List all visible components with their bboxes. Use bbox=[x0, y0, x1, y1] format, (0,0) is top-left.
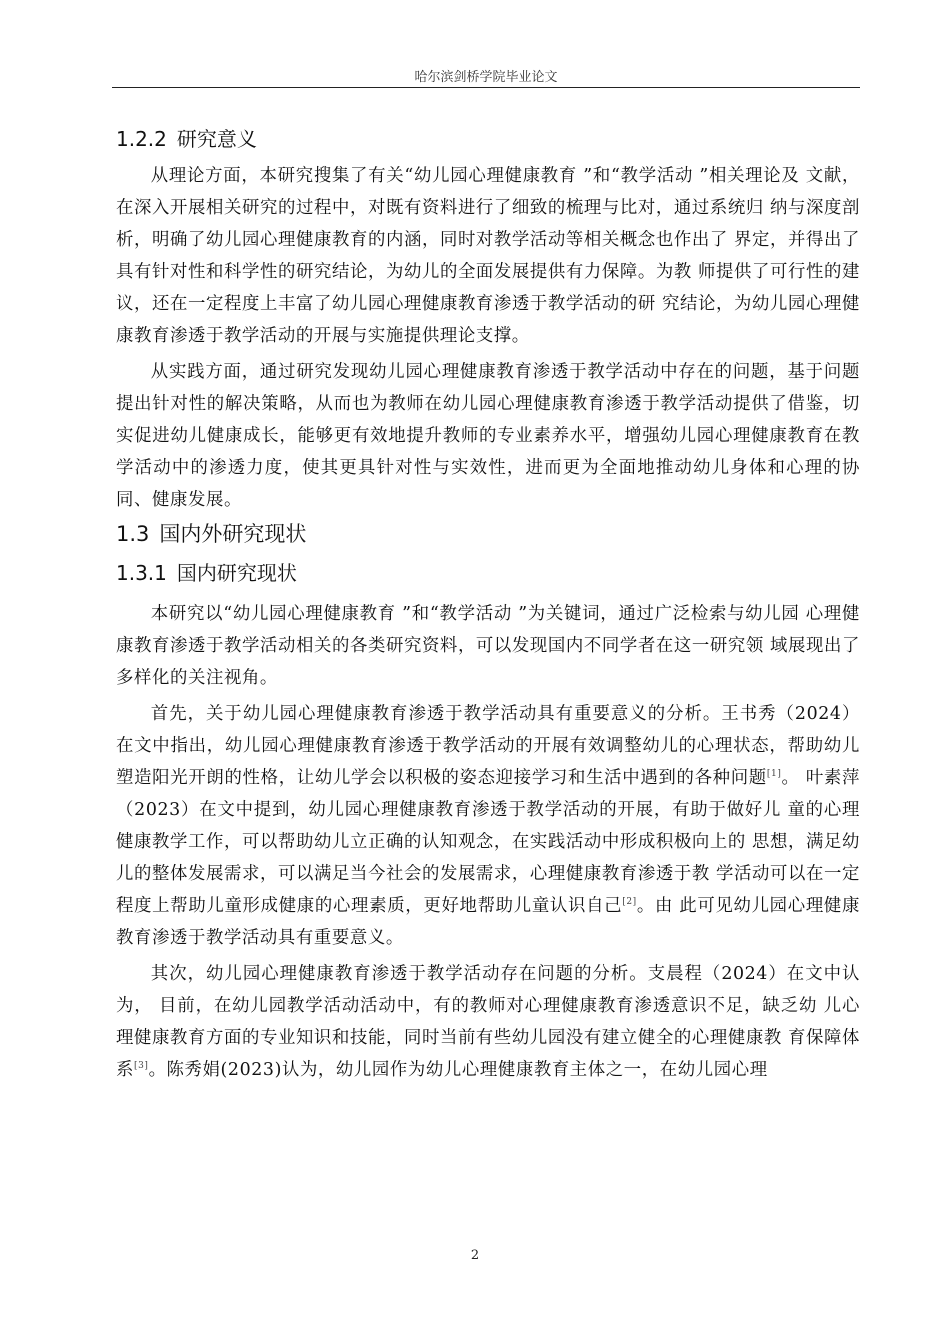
section-title: 国内外研究现状 bbox=[159, 522, 307, 546]
paragraph-keywords: 本研究以“幼儿园心理健康教育 ”和“教学活动 ”为关键词，通过广泛检索与幼儿园 心理健康教育渗透于教学活动相关的各类研究资料，可以发现国内不同学者在这一研究领 域展现出了多样化的关注视角。 bbox=[116, 604, 860, 688]
section-heading-1-2-2 bbox=[116, 122, 860, 156]
paragraph-practice: 从实践方面，通过研究发现幼儿园心理健康教育渗透于教学活动中存在的问题，基于问题提出针对性的解决策略，从而也为教师在幼儿园心理健康教育渗透于教学活动提供了借鉴，切实促进幼儿健康成长，能够更有效地提升教师的专业素养水平，增强幼儿园心理健康教育在教学活动中的渗透力度，使其更具针对性与实效性，进而更为全面地推动幼儿身体和心理的协同、健康发展。 bbox=[116, 362, 860, 510]
section-number: 1.3.1 bbox=[116, 561, 167, 585]
section-number: 1.3 bbox=[116, 522, 150, 546]
body-content bbox=[116, 122, 860, 1086]
section-title: 研究意义 bbox=[176, 127, 257, 151]
paragraph-text: 。 叶素萍（2023）在文中提到，幼儿园心理健康教育渗透于教学活动的开展，有助于做好儿 童的心理健康教学工作，可以帮助幼儿立正确的认知观念，在实践活动中形成积极向上的 思想，满足幼儿的整体发展需求，可以满足当今社会的发展需求，心理健康教育渗透于教 学活动可以在一定程度上帮助儿童形成健康的心理素质，更好地帮助儿童认识自己 bbox=[116, 768, 860, 916]
section-title: 国内研究现状 bbox=[176, 561, 297, 585]
running-header: 哈尔滨剑桥学院毕业论文 bbox=[414, 70, 558, 85]
citation-ref: [3] bbox=[134, 1061, 149, 1072]
paragraph-theory: 从理论方面，本研究搜集了有关“幼儿园心理健康教育 ”和“教学活动 ”相关理论及 文献，在深入开展相关研究的过程中，对既有资料进行了细致的梳理与比对，通过系统归 纳与深度剖析，明确了幼儿园心理健康教育的内涵，同时对教学活动等相关概念也作出了 界定，并得出了具有针对性和科学性的研究结论，为幼儿的全面发展提供有力保障。为教 师提供了可行性的建议，还在一定程度上丰富了幼儿园心理健康教育渗透于教学活动的研 究结论，为幼儿园心理健康教育渗透于教学活动的开展与实施提供理论支撑。 bbox=[116, 166, 860, 346]
paragraph-text: 其次，幼儿园心理健康教育渗透于教学活动存在问题的分析。支晨程（2024）在文中认为， 目前，在幼儿园教学活动活动中，有的教师对心理健康教育渗透意识不足，缺乏幼 儿心理健康教育方面的专业知识和技能，同时当前有些幼儿园没有建立健全的心理健康教 育保障体系 bbox=[116, 964, 860, 1080]
page-number: 2 bbox=[470, 1248, 480, 1263]
paragraph-text: 。陈秀娟(2023)认为，幼儿园作为幼儿心理健康教育主体之一，在幼儿园心理 bbox=[148, 1060, 768, 1080]
paragraph-text: 。由 此可见幼儿园心理健康教育渗透于教学活动具有重要意义。 bbox=[116, 896, 860, 948]
paragraph-significance bbox=[116, 698, 860, 954]
paragraph-problems bbox=[116, 958, 860, 1086]
paragraph-text: 首先，关于幼儿园心理健康教育渗透于教学活动具有重要意义的分析。王书秀（2024）在文中指出，幼儿园心理健康教育渗透于教学活动的开展有效调整幼儿的心理状态，帮助幼儿塑造阳光开朗的性格，让幼儿学会以积极的姿态迎接学习和生活中遇到的各种问题 bbox=[116, 704, 860, 788]
section-heading-1-3-1 bbox=[116, 556, 860, 590]
citation-ref: [1] bbox=[766, 769, 782, 780]
section-heading-1-3 bbox=[116, 516, 860, 552]
header-rule bbox=[112, 87, 860, 88]
citation-ref: [2] bbox=[622, 897, 637, 908]
section-number: 1.2.2 bbox=[116, 127, 167, 151]
